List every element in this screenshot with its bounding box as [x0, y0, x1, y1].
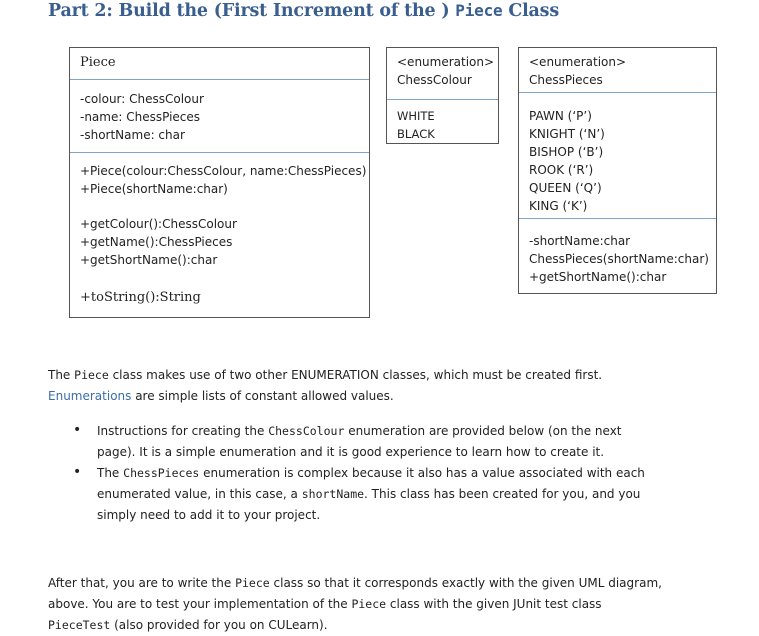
enumerations-link[interactable]: Enumerations — [48, 389, 132, 403]
uml-member: -shortName:char — [529, 234, 631, 248]
text: class makes use of two other ENUMERATION classes, which must be created first. — [108, 368, 603, 382]
closing-line-2 — [48, 594, 602, 615]
uml-piece-name: Piece — [80, 55, 116, 70]
heading-class-word: Class — [502, 1, 559, 21]
uml-piece-class — [69, 47, 370, 318]
intro-line-1 — [48, 365, 602, 386]
uml-method: +getColour():ChessColour — [80, 217, 237, 231]
uml-enum-value: KNIGHT (‘N’) — [529, 127, 605, 141]
heading-class-code: Piece — [455, 1, 503, 20]
text: class so that it corresponds exactly with the given UML diagram, — [269, 576, 662, 590]
text: Instructions for creating the — [97, 424, 269, 438]
code-chesspieces: ChessPieces — [123, 466, 200, 480]
text: are simple lists of constant allowed values. — [131, 389, 394, 403]
text: enumeration are provided below (on the next — [344, 424, 622, 438]
uml-enum-value: WHITE — [397, 109, 435, 123]
uml-chesspieces-enum — [518, 47, 717, 294]
code-piece: Piece — [351, 597, 387, 611]
uml-divider — [519, 218, 716, 219]
uml-enum-value: KING (‘K’) — [529, 199, 588, 213]
uml-attribute: -colour: ChessColour — [80, 92, 204, 106]
bullet-dot: • — [73, 422, 82, 438]
code-piece: Piece — [235, 576, 270, 590]
bullet-1-line-2: page). It is a simple enumeration and it is good experience to learn how to create it. — [97, 445, 605, 459]
text: enumeration is complex because it also has a value associated with each — [199, 466, 645, 480]
text: The — [48, 368, 75, 382]
closing-line-1 — [48, 573, 662, 594]
text: above. You are to test your implementation of the — [48, 597, 352, 611]
text: After that, you are to write the — [48, 576, 236, 590]
uml-stereotype: <enumeration> — [529, 55, 627, 69]
uml-constructor: +Piece(shortName:char) — [80, 182, 228, 196]
uml-divider — [387, 99, 498, 100]
uml-divider — [519, 92, 716, 93]
text: (also provided for you on CULearn). — [110, 618, 328, 632]
bullet-2-line-2 — [97, 484, 640, 505]
text: enumerated value, in this case, a — [97, 487, 302, 501]
closing-line-3 — [48, 615, 328, 636]
text: The — [97, 466, 124, 480]
code-chesscolour: ChessColour — [268, 424, 345, 438]
intro-line-2 — [48, 386, 394, 407]
text: class with the given JUnit test class — [386, 597, 602, 611]
uml-method-tostring: +toString():String — [80, 290, 201, 305]
code-shortname: shortName — [301, 487, 365, 501]
uml-enum-value: BISHOP (‘B’) — [529, 145, 604, 159]
bullet-dot: • — [73, 464, 82, 480]
uml-attribute: -name: ChessPieces — [80, 110, 201, 124]
uml-divider — [70, 79, 369, 80]
uml-divider — [70, 152, 369, 153]
code-piecetest: PieceTest — [48, 618, 111, 632]
bullet-2-line-3: simply need to add it to your project. — [97, 508, 321, 522]
code-piece: Piece — [74, 368, 109, 382]
uml-member: +getShortName():char — [529, 270, 667, 284]
uml-method: +getName():ChessPieces — [80, 235, 233, 249]
uml-enum-value: ROOK (‘R’) — [529, 163, 594, 177]
uml-chesscolour-enum — [386, 47, 499, 144]
uml-enum-value: PAWN (‘P’) — [529, 109, 592, 123]
uml-enum-value: BLACK — [397, 127, 435, 141]
uml-enum-value: QUEEN (‘Q’) — [529, 181, 602, 195]
uml-method: +getShortName():char — [80, 253, 218, 267]
uml-enum-name: ChessPieces — [529, 73, 603, 87]
uml-attribute: -shortName: char — [80, 128, 185, 142]
uml-enum-name: ChessColour — [397, 73, 472, 87]
uml-stereotype: <enumeration> — [397, 55, 495, 69]
text: . This class has been created for you, and you — [364, 487, 641, 501]
page-heading — [48, 1, 559, 21]
uml-member: ChessPieces(shortName:char) — [529, 252, 709, 266]
bullet-1-line-1 — [97, 421, 622, 442]
heading-text: Part 2: Build the (First Increment of the ) — [48, 1, 456, 21]
uml-constructor: +Piece(colour:ChessColour, name:ChessPieces) — [80, 164, 367, 178]
bullet-2-line-1 — [97, 463, 645, 484]
